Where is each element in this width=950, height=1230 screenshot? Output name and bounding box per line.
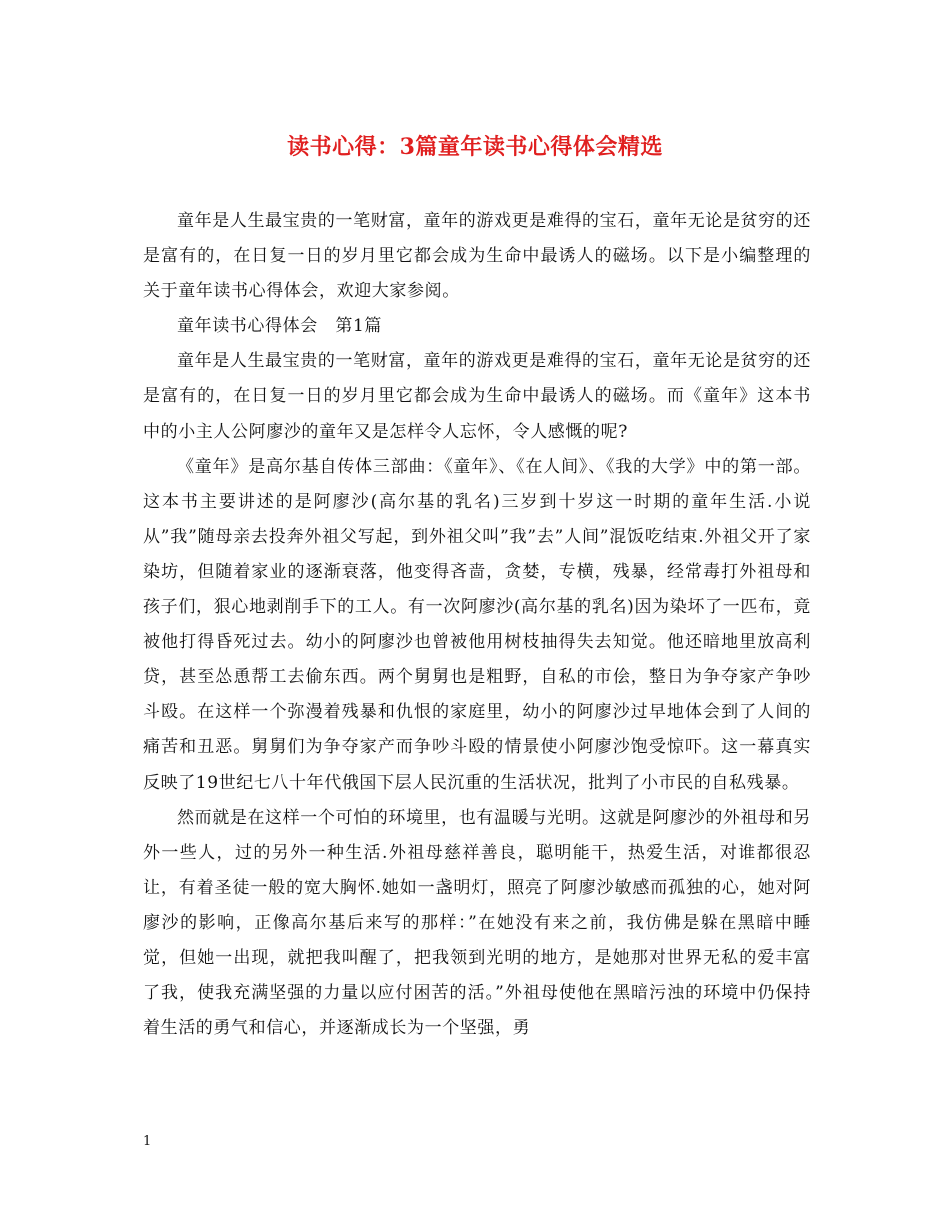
intro-paragraph: 童年是人生最宝贵的一笔财富，童年的游戏更是难得的宝石，童年无论是贫穷的还是富有的，在日复一日的岁月里它都会成为生命中最诱人的磁场。以下是小编整理的关于童年读书心得体会，欢迎大家参阅。 [143,211,811,302]
body-paragraph: 童年是人生最宝贵的一笔财富，童年的游戏更是难得的宝石，童年无论是贫穷的还是富有的，在日复一日的岁月里它都会成为生命中最诱人的磁场。而《童年》这本书中的小主人公阿廖沙的童年又是怎样令人忘怀，令人感慨的呢? [143,351,811,442]
document-title: 读书心得：3篇童年读书心得体会精选 [287,134,663,160]
document-body [143,204,811,1046]
body-paragraph: 然而就是在这样一个可怕的环境里，也有温暖与光明。这就是阿廖沙的外祖母和另外一些人，过的另外一种生活.外祖母慈祥善良，聪明能干，热爱生活，对谁都很忍让，有着圣徒一般的宽大胸怀.她如一盏明灯，照亮了阿廖沙敏感而孤独的心，她对阿廖沙的影响，正像高尔基后来写的那样：”在她没有来之前，我仿佛是躲在黑暗中睡觉，但她一出现，就把我叫醒了，把我领到光明的地方，是她那对世界无私的爱丰富了我，使我充满坚强的力量以应付困苦的活。”外祖母使他在黑暗污浊的环境中仍保持着生活的勇气和信心，并逐渐成长为一个坚强，勇 [143,807,811,1039]
section-heading: 童年读书心得体会 第1篇 [177,316,383,337]
body-paragraph: 《童年》是高尔基自传体三部曲：《童年》、《在人间》、《我的大学》中的第一部。这本书主要讲述的是阿廖沙(高尔基的乳名)三岁到十岁这一时期的童年生活.小说从”我”随母亲去投奔外祖父写起，到外祖父叫”我”去”人间”混饭吃结束.外祖父开了家染坊，但随着家业的逐渐衰落，他变得吝啬，贪婪，专横，残暴，经常毒打外祖母和孩子们，狠心地剥削手下的工人。有一次阿廖沙(高尔基的乳名)因为染坏了一匹布，竟被他打得昏死过去。幼小的阿廖沙也曾被他用树枝抽得失去知觉。他还暗地里放高利贷，甚至怂恿帮工去偷东西。两个舅舅也是粗野，自私的市侩，整日为争夺家产争吵斗殴。在这样一个弥漫着残暴和仇恨的家庭里，幼小的阿廖沙过早地体会到了人间的痛苦和丑恶。舅舅们为争夺家产而争吵斗殴的情景使小阿廖沙饱受惊吓。这一幕真实反映了19世纪七八十年代俄国下层人民沉重的生活状况，批判了小市民的自私残暴。 [143,456,811,793]
page-number: 1 [143,1134,152,1149]
